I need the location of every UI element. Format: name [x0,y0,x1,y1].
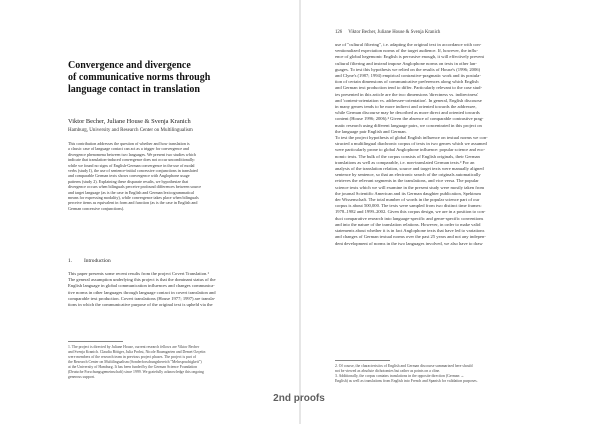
section-number: 1. [68,258,73,264]
body-text [68,271,293,308]
footnote-line: English) as well as translations from English into French and Spanish for validation purposes. [335,379,478,383]
body-line: science texts which we will examine in the present study were mostly taken from [335,184,485,190]
body-line: use of "cultural filtering", i.e. adapting the original text in accordance with con- [335,42,482,47]
body-line: tions in which the communicative purpose of the original text is upheld via the [68,302,213,308]
running-head-authors: Viktor Becher, Juliane House & Svenja Kranich [348,30,441,35]
abstract-line: and target language (as is the case in English and German lexicogrammatical [68,189,194,195]
footnote-rule [335,360,390,361]
body-line: This paper presents some recent results from the project Covert Translation.¹ [68,271,209,276]
body-line: translations as well as comparable, i.e. non-translated German texts.³ For an [335,159,475,165]
body-line: and German text production tend to differ. Particularly relevant to the case stud- [335,85,482,91]
abstract-line: German concessive conjunctions). [68,205,125,211]
body-line: and 'content-orientation vs. addressee-orientation'. In general, English discourse [335,97,482,103]
proof-stamp: 2nd proofs [273,393,325,404]
abstract-line: a classic case of language contact can act as a trigger for convergence and [68,146,189,152]
body-line: 1978–1982 and 1999–2002. Given this corpus design, we are in a position to con- [335,209,486,215]
article-title [68,60,288,96]
title-line: Convergence and divergence [68,60,191,71]
body-line: To test the project hypothesis of global English influence on textual norms we con- [335,135,488,141]
footnotes [68,345,293,380]
abstract-line: while we found no signs of English-German convergence in the use of modal [68,162,195,168]
affiliation: Hamburg, University and Research Center on Multilingualism [68,128,193,133]
footnote-line: 2. Of course, the characteristics of English and German discourse summarized here should [335,364,473,368]
footnote-line: were members of the research team in previous project phases. The project is part of [68,355,197,359]
abstract-line: divergence phenomena between two languages. We present two studies which [68,151,196,157]
body-text [335,42,560,247]
footnotes [335,364,560,384]
body-line: guages. To test this hypothesis we relied on the results of House's (1996; 2006) [335,66,481,72]
footnote-line: (Deutsche Forschungsgemeinschaft) since 1999. We gratefully acknowledge this ongoing [68,370,204,374]
footnote-line: generous support. [68,375,95,379]
abstract-line: perceive items as equivalent in form and function (as is the case in English and [68,200,198,206]
body-line: cultural filtering and instead impose Anglophone norms on texts in other lan- [335,60,477,66]
body-line: were particularly prone to global Anglophone influence: popular science and eco- [335,147,486,153]
footnote-rule [68,341,123,342]
body-line: ies presented in this article are the two dimensions 'directness vs. indirectness' [335,91,479,97]
body-line: English language in global communication influences and changes communica- [68,283,215,289]
footnote-line: not be viewed as absolute dichotomies but rather as points on a cline. [335,369,441,373]
abstract-line: patterns (study 2). Explaining these disparate results, we hypothesize that [68,178,189,184]
body-line: dent development of norms in the two languages involved, we also have to draw [335,240,483,246]
footnote-line: 3. Additionally, the corpus contains translations in the opposite direction (German → [335,374,465,378]
body-line: comparable text production. Covert translations (House 1977; 1997) are transla- [68,295,216,301]
body-line: the language pair English and German. [335,128,407,134]
abstract [68,141,286,211]
body-line: duct comparative research into language-specific and genre-specific conventions [335,215,484,221]
footnote-line: 1. The project is directed by Juliane House, current research fellows are Viktor Becher [68,345,200,349]
abstract-line: verbs (study I), the use of sentence-initial concessive conjunctions in translated [68,168,198,174]
body-line: nomic texts. The bulk of the corpus consists of English originals, their German [335,153,480,159]
abstract-line: divergence occurs when bilinguals perceive profound differences between source [68,184,202,190]
body-line: the journal Scientific American and its German daughter publication, Spektrum [335,190,481,196]
section-heading [68,258,288,264]
body-line: structed a multilingual diachronic corpus of texts in two genres which we assumed [335,141,487,147]
body-line: ence of global hegemonic English is pervasive enough, it will effectively prevent [335,54,484,60]
body-line: in many genres tends to be more indirect and oriented towards the addressee, [335,104,477,110]
body-line: der Wissenschaft. The total number of words in the popular science part of our [335,197,480,203]
body-line: retrieves the relevant segments in the translations, and vice versa. The popular [335,178,479,184]
abstract-line: and comparable German texts shows convergence with Anglophone usage [68,173,190,179]
body-line: sentence by sentence, so that an electronic search of the originals automatically [335,172,481,178]
body-line: matic research using different language pairs, we concentrated in this project on [335,122,482,128]
left-page [0,0,298,424]
body-line: and into the nature of the translation relations. However, in order to make valid [335,221,481,227]
author-list: Viktor Becher, Juliane House & Svenja Kranich [68,118,191,125]
body-line: and changes of German textual norms over the past 25 years and not any indepen- [335,234,486,240]
running-head [335,30,565,35]
right-page [302,0,600,424]
body-line: statements about whether it is in fact Anglophone texts that have led to variations [335,228,485,234]
footnote-line: and Svenja Kranich. Claudia Böttger, Julia Probst, Nicole Baumgarten and Demet Özçetin [68,350,206,354]
body-line: ventionalized expectation norms of the target audience. If, however, the influ- [335,48,478,54]
body-line: while German discourse may be described as more direct and oriented towards [335,110,480,116]
body-line: analysis of the translation relation, source and target texts were manually aligned [335,166,484,172]
abstract-line: indicate that translation-induced convergence does not occur unconditionally: [68,157,196,163]
body-line: tion of certain dimensions of communicative preferences along which English [335,79,479,85]
body-line: and Clyne's (1987; 1994) empirical contrastive-pragmatic work and its postula- [335,73,481,79]
page-number: 126 [335,30,343,35]
title-line: language contact in translation [68,84,200,95]
page-spine [299,0,301,424]
footnote-line: the Research Center on Multilingualism (Sonderforschungsbereich "Mehrsprachigkeit") [68,360,202,364]
body-line: corpus is about 500,000. The texts were sampled from two distinct time frames: [335,203,482,209]
abstract-line: means for expressing modality), while convergence takes place when bilinguals [68,195,199,201]
title-line: of communicative norms through [68,72,211,83]
abstract-line: This contribution addresses the question of whether and how translation is [68,141,190,146]
body-line: tive norms in other languages through language contact in covert translation and [68,289,216,295]
body-line: The general assumption underlying this project is that the dominant status of the [68,277,216,283]
section-title: Introduction [84,258,111,264]
footnote-line: at the University of Hamburg. It has been funded by the German Science Foundation [68,365,197,369]
body-line: content (House 1996; 2006).² Given the absence of comparable contrastive prag- [335,116,484,122]
